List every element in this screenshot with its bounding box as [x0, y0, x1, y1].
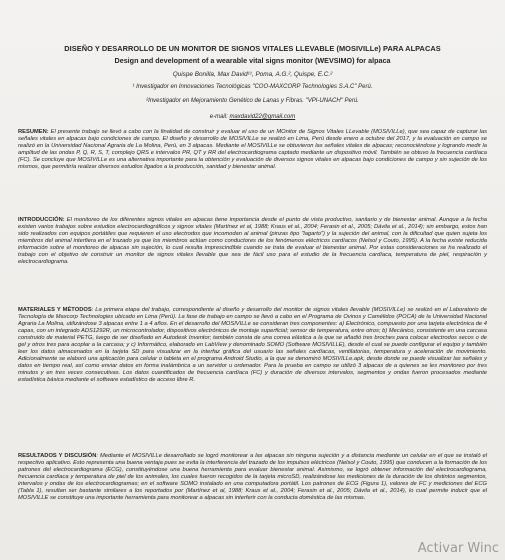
affiliation-1: ¹ Investigador en Innovaciones Tecnológicas "COO-MAXCORP Technologies S.A.C" Perú. — [132, 84, 373, 90]
section-heading: RESULTADOS Y DISCUSIÓN — [18, 453, 97, 459]
email-line — [10, 114, 495, 120]
section-resumen — [18, 129, 487, 171]
section-body: El monitoreo de los diferentes signos vitales en alpacas tiene importancia desde el punto de vista productivo, sanitario y de bienestar animal. Aunque a la fecha existen varios trabajos sobre estudios electrocardiográficos y signos vitales (Martínez et al, 1988; Kraus et al., 2004; Ferasin et al., 2005; Dávila et al., 2014); sin embargo, estos han sido realizados con equipos portátiles que requieren el uso electrodos que incomodan al animal (pinzas tipo "lagarto") y la sujeción del animal, con la dificultad que quien sujeta los miembros del animal interfiera en el trazado ya que los miembros actúan como conductores de los fenómenos eléctricos cardíacos (Nelsol y Couto, 1995). A la fecha existe reducida información sobre el monitoreo de alpacas sin sujeción, lo cual resulta imprescindible cuando se trata de evaluar el bienestar animal. Por estas consideraciones se ha realizado el trabajo con el objetivo de construir un monitor de signos vitales llevable que sea de fácil uso para el estudio de la frecuencia cardíaca, temperatura de piel, respiración y electrocardiograma. — [18, 217, 487, 266]
email-label: e-mail: — [209, 114, 230, 120]
section-resultados — [18, 453, 487, 502]
activation-watermark: Activar Winc — [417, 541, 499, 556]
email-link[interactable]: maxdavid22@gmail.com — [229, 114, 296, 120]
section-introduccion — [18, 217, 487, 266]
section-materiales — [18, 307, 487, 385]
section-heading: RESUMEN: — [18, 129, 49, 135]
section-body: : Mediante el MOSIVILLe desarrollado se logró monitorear a las alpacas sin ninguna sujeción y a distancia mediante un celular en el que se instaló el respectivo aplicativo. Esto representa una buena ventaja pues se evita la interferencia del trazado de los impulsos eléctricos (Nelsol y Couto, 1995) que conducen a la formación de los patrones del electrocardiograma (ECG), constituyéndose una buena herramienta para evaluar bienestar animal. Asimismo, se logró obtener información del electrocardiograma, frecuencia cardíaca y temperatura de piel de los animales, los cuales fueron recogidos de la tarjeta microSD, realizándose las mediciones de la duración de los distintos segmentos, intervalos y ondas de los electrocardiogramas; en el software SOMO instalado en una computadora portátil. Los patrones de ECG (Figura 1), valores de FC y mediciones del ECG (Tabla 1), resultan ser bastante similares a los reportados por (Martínez et al, 1988; Kraus et al., 2004; Ferasin et al., 2005; Dávila et al., 2014), lo cual permite inducir que el MOSIVILLE se constituye una importante herramienta para monitorear a alpacas sin interferir con la conducta doméstica de las mismas. — [18, 453, 488, 502]
authors: Quispe Bonilla, Max David¹¹, Poma, A.G.², Quispe, E.C.² — [172, 71, 333, 78]
section-heading: INTRODUCCIÓN: — [18, 217, 65, 223]
section-body: El presente trabajo se llevó a cabo con la finalidad de construir y evaluar el uso de un MOnitor de Signos Vitales LLevable (MOSIVILLe), que sea capaz de capturar las señales vitales en alpacas bajo condiciones de campo. El diseño y desarrollo de MOSIVILLe se realizó en Lima, Perú desde enero a octubre del 2017, y la evaluación en campo se realizó en la Universidad Nacional Agraria de La Molina, Perú, en 3 alpacas. Mediante el MOSIVILLe se obtuvieron las señales vitales de alpacas; reconociéndose y logrando medir la amplitud de las ondas P, Q, R, S, T, complejo QRS e intervalos PR, QT y RR del electrocardiograma captado mediante un dispositivo móvil. También se obtuvo la frecuencia cardíaca (FC). Se concluye que MOSIVILLe es una alternativa importante para la obtención y evaluación de diversos signos vitales en alpacas bajo condiciones de campo y sin sujeción de los mismos, que permitiría realizar diversos estudios ligados a la producción, sanidad y bienestar animal. — [18, 129, 487, 171]
affiliation-2: ²Investigador en Mejoramiento Genético de Lanas y Fibras. "VPI-UNACH" Perú. — [146, 98, 359, 104]
section-heading: MATERIALES Y MÉTODOS — [18, 307, 92, 313]
section-body: : La primera etapa del trabajo, correspondiente al diseño y desarrollo del monitor de signos vitales llevable (MOSIVILLe) se realizó en el Laboratorio de Tecnología de Maxcorp Technologies ubicado en Lima (Perú). La fase de trabajo en campo se llevó a cabo en el Programa de Ovinos y Camélidos (POCA) de la Universidad Nacional Agraria La Molina, utilizándose 3 alpacas entre 1 a 4 años. En el desarrollo del MOSIVILLe se consideran tres componentes: a) Electrónico, compuesto por una tarjeta electrónica de 4 capas, con un integrado ADS1292R, un microcontrolador, dispositivos electrónicos de montaje superficial; sensor de temperatura, entre otros; b) Mecánico, consistente en una carcasa construido de material PETG, luego de ser diseñado en Autodesk Inventor; también consta de una correa elástica a la que se añadió tres broches para colocar electrodos secos o de gel y otros tres para acoplar a la carcasa; y c) Informático, elaborado en LabView y denominado SOMO (Software MOSIVILLE), desde el cual se puede configurar el equipo y también leer los datos almacenados en la tarjeta SD para visualizar en la interfaz gráfica del usuario las señales cardíacas, ventilatorias, temperatura y aceleración de movimiento. Adicionalmente se elaboró una aplicación para celular o tableta en el programa Android Studio, a la que se denominó MOSIVILLe.apk, desde donde se puede visualizar las señales y datos en tiempo real, así como enviar datos en forma inalámbrica a un servidor u ordenador. Para la prueba en campo se utilizó 3 alpacas de a quienes se les monitoreo por tres minutos y en tres veces consecutivas. Los datos cuantificados de frecuencia cardíaca (FC) y duración de diversos intervalos, segmentos y ondas fueron procesados mediante estadística básica mediante el software estadístico de acceso libre R. — [18, 307, 487, 384]
paper-subtitle: Design and development of a wearable vital signs monitor (WEVSIMO) for alpaca — [114, 56, 391, 65]
paper-title: DISEÑO Y DESARROLLO DE UN MONITOR DE SIGNOS VITALES LLEVABLE (MOSIVILLe) PARA ALPACAS — [64, 44, 441, 53]
